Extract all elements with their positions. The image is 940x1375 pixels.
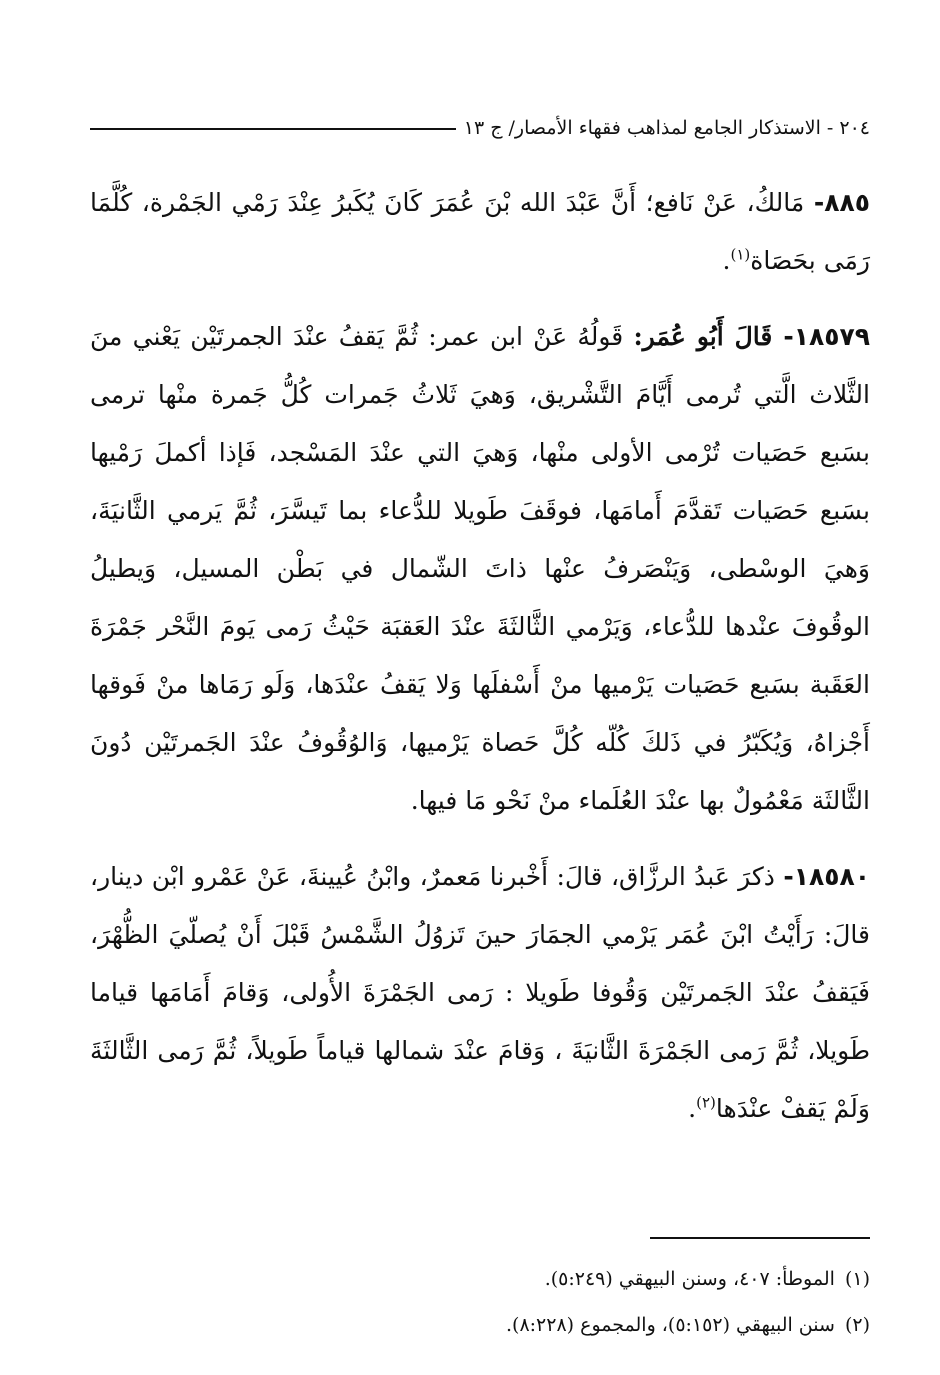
paragraph-tail: . [722, 246, 731, 275]
footnote-number: (٢) [844, 1314, 870, 1336]
footnote-1 [90, 1256, 870, 1302]
page-body [90, 110, 870, 1138]
paragraph-number: ١٨٥٨٠- [783, 862, 870, 891]
paragraph-18580 [90, 848, 870, 1138]
paragraph-885 [90, 174, 870, 290]
footnote-reference: (١) [730, 245, 751, 264]
paragraph-text: قَولُهُ عَنْ ابن عمر: ثُمَّ يَقفُ عنْدَ الجمرتَيْن يَعْني منَ الثَّلاث الَّتي تُرمى أَيَّامَ التَّشْريق، وَهيَ ثَلاثُ جَمرات كُلُّ جَمرة منْها ترمى بسَبع حَصَيات تُرْمى الأولى منْها، وَهيَ التي عنْدَ المَسْجد، فَإذا أكملَ رَمْيها بسَبع حَصَيات تَقدَّمَ أَمامَها، فوقَفَ طَويلا للدُّعاء بما تَيسَّرَ، ثُمَّ يَرمي الثَّانيَةَ، وَهيَ الوسْطى، وَيَنْصَرفُ عنْها ذاتَ الشّمال في بَطْن المسيل، وَيطيلُ الوقُوفَ عنْدها للدُّعاء، وَيَرْمي الثَّالثَةَ عنْدَ العَقبَة حَيْثُ رَمى يَومَ النَّحْر جَمْرَةَ العَقَبة بسَبع حَصَيات يَرْميها منْ أَسْفلَها وَلا يَقفُ عنْدَها، وَلَو رَمَاها منْ فَوقها أَجْزاهُ، وَيُكَبّرُ في ذَلكَ كُلّه كُلَّ حَصاة يَرْميها، وَالوُقُوفُ عنْدَ الجَمرتَيْن دُونَ الثَّالثَة مَعْمُولٌ بها عنْدَ العُلَماء منْ نَحْو مَا فيها. [90, 322, 870, 815]
header-rule [90, 128, 456, 130]
header-text: ٢٠٤ - الاستذكار الجامع لمذاهب فقهاء الأمصار/ ج ١٣ [463, 117, 870, 139]
footnote-2 [90, 1302, 870, 1348]
paragraph-number: ١٨٥٧٩- [783, 322, 870, 351]
footnotes [90, 1256, 870, 1348]
footnote-number: (١) [844, 1268, 870, 1290]
running-header [90, 110, 870, 146]
footnote-reference: (٢) [696, 1093, 716, 1112]
paragraph-18579 [90, 308, 870, 830]
footnote-text: سنن البيهقي (٥:١٥٢)، والمجموع (٨:٢٢٨). [505, 1314, 835, 1336]
paragraph-lead: قَالَ أَبُو عُمَر: [633, 322, 784, 351]
footnote-separator [650, 1237, 870, 1239]
paragraph-text: ذكرَ عَبدُ الرزَّاق، قالَ: أَخْبرنا مَعمرٌ، وابْنُ عُيينةَ، عَنْ عَمْرو ابْن دينار، قالَ: رَأَيْتُ ابْنَ عُمَر يَرْمي الجمَارَ حينَ تَزوُلُ الشَّمْسُ قَبْلَ أَنْ يُصلّيَ الظُّهْرَ، فَيَقفُ عنْدَ الجَمرتَيْن وَقُوفا طَويلا : رَمى الجَمْرَةَ الأُولى، وَقامَ أَمَامَها قياما طَويلا، ثُمَّ رَمى الجَمْرَةَ الثَّانيَةَ ، وَقامَ عنْدَ شمالها قياماً طَويلاً، ثُمَّ رَمى الثَّالثَةَ وَلَمْ يَقفْ عنْدَها [90, 862, 870, 1123]
paragraph-number: ٨٨٥- [813, 188, 870, 217]
paragraph-tail: . [688, 1094, 697, 1123]
paragraph-text: مَالكُ، عَنْ نَافع؛ أَنَّ عَبْدَ الله بْنَ عُمَرَ كَانَ يُكَبرُ عِنْدَ رَمْي الجَمْرة، كُلَّمَا رَمَى بحَصَاة [90, 188, 870, 275]
footnote-text: الموطأ: ٤٠٧، وسنن البيهقي (٥:٢٤٩). [544, 1268, 835, 1290]
